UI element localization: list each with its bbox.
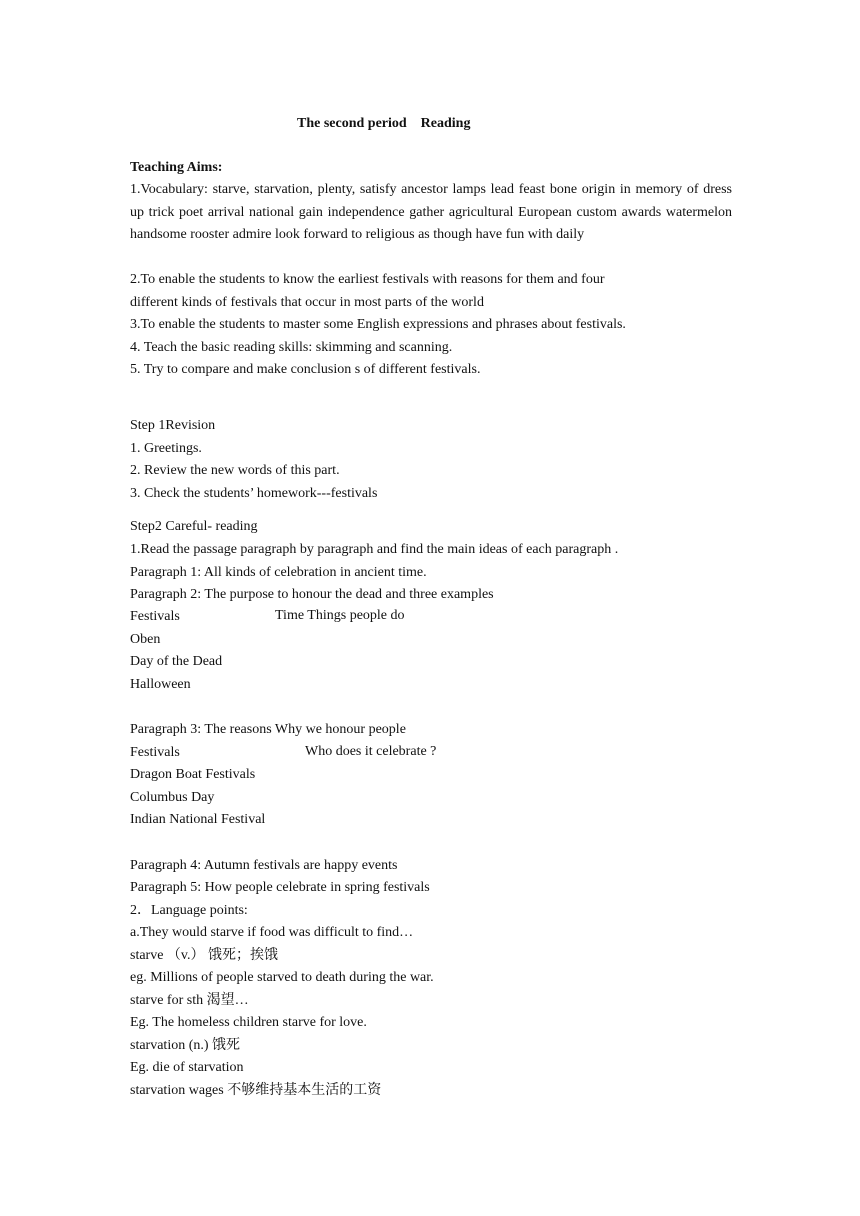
aim-5: 5. Try to compare and make conclusion s of different festivals. <box>130 362 481 377</box>
table1-header-time: Time Things people do <box>275 608 405 623</box>
paragraph-3-summary: Paragraph 3: The reasons Why we honour people <box>130 722 406 737</box>
language-point-line: Eg. die of starvation <box>130 1060 244 1075</box>
language-point-line: a.They would starve if food was difficult to find… <box>130 925 414 940</box>
language-point-line: Eg. The homeless children starve for love. <box>130 1015 367 1030</box>
aim-4: 4. Teach the basic reading skills: skimming and scanning. <box>130 340 453 355</box>
step1-item: 2. Review the new words of this part. <box>130 463 340 478</box>
table2-row: Indian National Festival <box>130 812 266 827</box>
paragraph-4-summary: Paragraph 4: Autumn festivals are happy events <box>130 858 398 873</box>
language-point-line: starve for sth 渴望… <box>130 993 249 1008</box>
table1-row: Day of the Dead <box>130 654 223 669</box>
table2-row: Columbus Day <box>130 790 215 805</box>
aim-2-line-1: 2.To enable the students to know the earliest festivals with reasons for them and four <box>130 272 605 287</box>
step2-intro: 1.Read the passage paragraph by paragraph and find the main ideas of each paragraph . <box>130 542 619 557</box>
language-point-line: starve （v.） 饿死；挨饿 <box>130 948 279 963</box>
aim-2-line-2: different kinds of festivals that occur in most parts of the world <box>130 295 484 310</box>
step1-heading: Step 1Revision <box>130 418 216 433</box>
aims-heading: Teaching Aims: <box>130 160 223 175</box>
table1-row: Oben <box>130 632 161 647</box>
step1-item: 3. Check the students’ homework---festivals <box>130 486 378 501</box>
step1-item: 1. Greetings. <box>130 441 202 456</box>
table1-header-festivals: Festivals <box>130 609 180 624</box>
table2-header-festivals: Festivals <box>130 745 180 760</box>
aim-vocabulary: 1.Vocabulary: starve, starvation, plenty, satisfy ancestor lamps lead feast bone origin in memory of dress up trick poet arrival national gain independence gather agricultural European custom awards watermelon handsome rooster admire look forward to religious as though have fun with daily <box>130 182 732 242</box>
paragraph-1-summary: Paragraph 1: All kinds of celebration in ancient time. <box>130 565 427 580</box>
language-point-line: starvation wages 不够维持基本生活的工资 <box>130 1083 382 1098</box>
paragraph-5-summary: Paragraph 5: How people celebrate in spring festivals <box>130 880 430 895</box>
paragraph-2-summary: Paragraph 2: The purpose to honour the dead and three examples <box>130 587 494 602</box>
language-point-line: starvation (n.) 饿死 <box>130 1038 241 1053</box>
aim-3: 3.To enable the students to master some English expressions and phrases about festivals. <box>130 317 626 332</box>
language-points-heading: 2．Language points: <box>130 903 248 918</box>
step2-heading: Step2 Careful- reading <box>130 519 258 534</box>
table1-row: Halloween <box>130 677 191 692</box>
document-title: The second period Reading <box>297 116 471 131</box>
table2-row: Dragon Boat Festivals <box>130 767 256 782</box>
table2-header-who: Who does it celebrate ? <box>305 744 437 759</box>
language-point-line: eg. Millions of people starved to death during the war. <box>130 970 434 985</box>
